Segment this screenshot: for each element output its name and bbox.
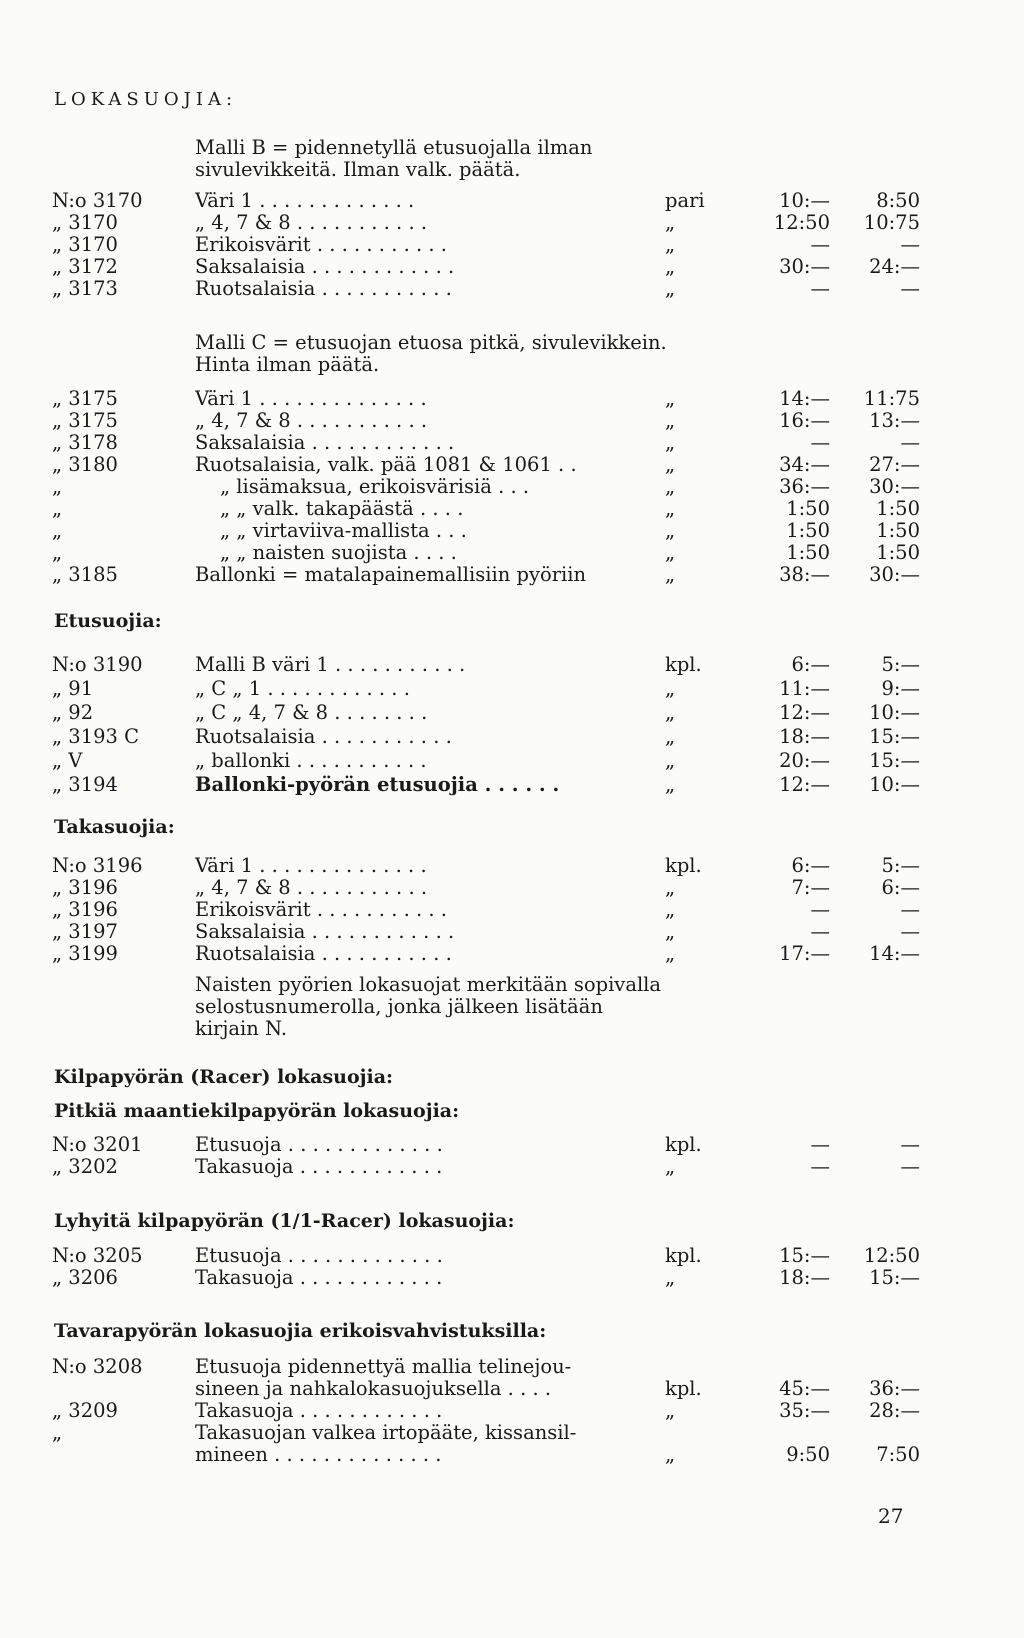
row-price-1: 11:— <box>779 677 830 700</box>
row-unit: „ <box>665 677 676 700</box>
row-desc: „ „ virtaviiva-mallista . . . <box>220 520 467 542</box>
row-code: „ 3209 <box>52 1399 118 1422</box>
row-desc: „ C „ 4, 7 & 8 . . . . . . . . <box>195 702 428 724</box>
row-code: „ 92 <box>52 701 94 724</box>
row-code: „ 3173 <box>52 277 118 300</box>
row-code: „ 3199 <box>52 942 118 965</box>
row-desc: Ruotsalaisia, valk. pää 1081 & 1061 . . <box>195 454 577 476</box>
row-desc: Väri 1 . . . . . . . . . . . . . . <box>195 388 427 410</box>
row-price-1: 1:50 <box>786 541 830 564</box>
row-code: „ 3202 <box>52 1155 118 1178</box>
row-price-2: 1:50 <box>876 497 920 520</box>
row-code: „ 3194 <box>52 773 118 796</box>
row-code: N:o 3208 <box>52 1355 143 1378</box>
row-unit: „ <box>665 898 676 921</box>
row-unit: kpl. <box>665 653 702 676</box>
row-desc: Takasuoja . . . . . . . . . . . . <box>195 1267 443 1289</box>
page-title: LOKASUOJIA: <box>54 89 238 110</box>
row-unit: „ <box>665 233 676 256</box>
row-unit: kpl. <box>665 1133 702 1156</box>
row-desc: Ballonki-pyörän etusuojia . . . . . . <box>195 774 560 796</box>
row-code: „ 3175 <box>52 409 118 432</box>
row-price-2: 28:— <box>869 1399 920 1422</box>
row-desc: Saksalaisia . . . . . . . . . . . . <box>195 432 455 454</box>
row-price-2: 10:— <box>869 773 920 796</box>
section-note: Malli C = etusuojan etuosa pitkä, sivulevikkein. Hinta ilman päätä. <box>195 331 667 376</box>
row-price-1: 34:— <box>779 453 830 476</box>
row-code: „ 3170 <box>52 211 118 234</box>
row-price-2: 24:— <box>869 255 920 278</box>
row-price-1: — <box>810 1133 830 1156</box>
section-heading: Etusuojia: <box>54 610 162 632</box>
row-price-1: 12:— <box>779 701 830 724</box>
row-price-2: 9:— <box>881 677 920 700</box>
row-desc: „ 4, 7 & 8 . . . . . . . . . . . <box>195 877 428 899</box>
row-unit: „ <box>665 701 676 724</box>
row-unit: kpl. <box>665 1244 702 1267</box>
section-heading: Tavarapyörän lokasuojia erikoisvahvistuksilla: <box>54 1320 547 1342</box>
row-price-1: 18:— <box>779 1266 830 1289</box>
row-desc: Etusuoja . . . . . . . . . . . . . <box>195 1245 443 1267</box>
row-unit: „ <box>665 453 676 476</box>
row-unit: „ <box>665 211 676 234</box>
row-unit: „ <box>665 497 676 520</box>
row-code: „ 3206 <box>52 1266 118 1289</box>
row-code: „ 3196 <box>52 898 118 921</box>
section-note: Malli B = pidennetyllä etusuojalla ilman sivulevikkeitä. Ilman valk. päätä. <box>195 136 593 181</box>
row-price-1: — <box>810 1155 830 1178</box>
row-price-1: — <box>810 920 830 943</box>
row-price-1: 18:— <box>779 725 830 748</box>
row-desc: Erikoisvärit . . . . . . . . . . . <box>195 234 447 256</box>
row-price-2: — <box>900 898 920 921</box>
row-unit: „ <box>665 920 676 943</box>
row-unit: „ <box>665 1266 676 1289</box>
section-subheading: Pitkiä maantiekilpapyörän lokasuojia: <box>54 1100 460 1122</box>
row-price-2: 30:— <box>869 475 920 498</box>
row-price-1: 36:— <box>779 475 830 498</box>
row-code: „ 3172 <box>52 255 118 278</box>
row-desc: „ 4, 7 & 8 . . . . . . . . . . . <box>195 212 428 234</box>
row-unit: „ <box>665 942 676 965</box>
row-unit: „ <box>665 563 676 586</box>
row-desc: „ C „ 1 . . . . . . . . . . . . <box>195 678 410 700</box>
row-price-1: 1:50 <box>786 519 830 542</box>
row-unit: „ <box>665 876 676 899</box>
row-desc: Malli B väri 1 . . . . . . . . . . . <box>195 654 466 676</box>
row-code: N:o 3190 <box>52 653 143 676</box>
row-unit: „ <box>665 387 676 410</box>
row-unit: „ <box>665 475 676 498</box>
row-unit: „ <box>665 1399 676 1422</box>
row-code: „ <box>52 1421 63 1444</box>
row-desc: „ 4, 7 & 8 . . . . . . . . . . . <box>195 410 428 432</box>
row-price-2: 10:75 <box>863 211 920 234</box>
row-price-2: — <box>900 920 920 943</box>
row-code: N:o 3201 <box>52 1133 143 1156</box>
row-price-2: 5:— <box>881 854 920 877</box>
row-unit: kpl. <box>665 1377 702 1400</box>
row-desc: Väri 1 . . . . . . . . . . . . . <box>195 190 415 212</box>
row-price-1: 38:— <box>779 563 830 586</box>
row-price-2: 8:50 <box>876 189 920 212</box>
row-code: „ 91 <box>52 677 94 700</box>
row-price-2: 1:50 <box>876 519 920 542</box>
row-unit: „ <box>665 749 676 772</box>
row-price-1: 16:— <box>779 409 830 432</box>
row-unit: „ <box>665 519 676 542</box>
row-price-2: 14:— <box>869 942 920 965</box>
row-desc: Etusuoja pidennettyä mallia telinejou- <box>195 1356 572 1378</box>
section-heading: Kilpapyörän (Racer) lokasuojia: <box>54 1066 394 1088</box>
note-paragraph: Naisten pyörien lokasuojat merkitään sopivalla selostusnumerolla, jonka jälkeen lisätään kirjain N. <box>195 973 662 1040</box>
row-code: „ 3185 <box>52 563 118 586</box>
row-price-2: — <box>900 233 920 256</box>
section-heading: Lyhyitä kilpapyörän (1/1-Racer) lokasuojia: <box>54 1210 515 1232</box>
row-price-1: 14:— <box>779 387 830 410</box>
row-price-2: 30:— <box>869 563 920 586</box>
row-unit: „ <box>665 541 676 564</box>
row-price-2: 15:— <box>869 725 920 748</box>
row-desc: Väri 1 . . . . . . . . . . . . . . <box>195 855 427 877</box>
row-price-2: — <box>900 1155 920 1178</box>
row-price-1: 12:— <box>779 773 830 796</box>
row-code: „ 3180 <box>52 453 118 476</box>
row-desc: „ lisämaksua, erikoisvärisiä . . . <box>220 476 530 498</box>
row-price-1: 35:— <box>779 1399 830 1422</box>
row-code: N:o 3196 <box>52 854 143 877</box>
row-price-1: 15:— <box>779 1244 830 1267</box>
row-desc: sineen ja nahkalokasuojuksella . . . . <box>195 1378 552 1400</box>
row-unit: „ <box>665 1155 676 1178</box>
row-desc: Ruotsalaisia . . . . . . . . . . . <box>195 726 452 748</box>
row-price-2: 36:— <box>869 1377 920 1400</box>
row-price-2: 1:50 <box>876 541 920 564</box>
row-price-1: — <box>810 431 830 454</box>
row-desc: Saksalaisia . . . . . . . . . . . . <box>195 256 455 278</box>
row-price-2: — <box>900 431 920 454</box>
row-code: „ 3178 <box>52 431 118 454</box>
row-price-2: — <box>900 1133 920 1156</box>
row-desc: „ „ valk. takapäästä . . . . <box>220 498 464 520</box>
row-price-1: 9:50 <box>786 1443 830 1466</box>
section-heading: Takasuojia: <box>54 816 175 838</box>
row-price-1: 1:50 <box>786 497 830 520</box>
row-code: „ 3193 C <box>52 725 140 748</box>
row-price-2: 12:50 <box>863 1244 920 1267</box>
row-price-1: 6:— <box>791 854 830 877</box>
row-code: „ 3175 <box>52 387 118 410</box>
row-price-1: 6:— <box>791 653 830 676</box>
row-desc: Takasuoja . . . . . . . . . . . . <box>195 1400 443 1422</box>
row-price-2: 15:— <box>869 1266 920 1289</box>
row-price-1: — <box>810 233 830 256</box>
row-price-2: 15:— <box>869 749 920 772</box>
row-price-2: 27:— <box>869 453 920 476</box>
row-unit: „ <box>665 409 676 432</box>
row-code: „ <box>52 541 63 564</box>
row-desc: Erikoisvärit . . . . . . . . . . . <box>195 899 447 921</box>
row-price-2: 13:— <box>869 409 920 432</box>
row-desc: Ruotsalaisia . . . . . . . . . . . <box>195 943 452 965</box>
row-code: „ <box>52 475 63 498</box>
row-code: „ 3170 <box>52 233 118 256</box>
row-code: „ V <box>52 749 83 772</box>
row-unit: „ <box>665 277 676 300</box>
row-code: „ 3197 <box>52 920 118 943</box>
row-price-2: 7:50 <box>876 1443 920 1466</box>
row-unit: „ <box>665 431 676 454</box>
row-code: N:o 3170 <box>52 189 143 212</box>
row-code: N:o 3205 <box>52 1244 143 1267</box>
row-unit: pari <box>665 189 705 212</box>
row-price-1: 7:— <box>791 876 830 899</box>
page-number: 27 <box>878 1504 904 1528</box>
row-code: „ <box>52 497 63 520</box>
row-price-2: 11:75 <box>863 387 920 410</box>
row-price-1: 30:— <box>779 255 830 278</box>
row-desc: Etusuoja . . . . . . . . . . . . . <box>195 1134 443 1156</box>
row-desc: Saksalaisia . . . . . . . . . . . . <box>195 921 455 943</box>
row-unit: „ <box>665 255 676 278</box>
row-desc: Ruotsalaisia . . . . . . . . . . . <box>195 278 452 300</box>
row-desc: mineen . . . . . . . . . . . . . . <box>195 1444 442 1466</box>
row-price-2: 5:— <box>881 653 920 676</box>
row-price-1: 17:— <box>779 942 830 965</box>
row-price-1: — <box>810 277 830 300</box>
row-desc: „ „ naisten suojista . . . . <box>220 542 457 564</box>
row-desc: Takasuojan valkea irtopääte, kissansil- <box>195 1422 577 1444</box>
row-price-2: — <box>900 277 920 300</box>
row-price-1: 45:— <box>779 1377 830 1400</box>
row-desc: Ballonki = matalapainemallisiin pyöriin <box>195 564 587 586</box>
row-price-1: 20:— <box>779 749 830 772</box>
row-price-1: 10:— <box>779 189 830 212</box>
row-unit: „ <box>665 725 676 748</box>
row-code: „ <box>52 519 63 542</box>
row-price-2: 10:— <box>869 701 920 724</box>
row-price-1: — <box>810 898 830 921</box>
row-desc: Takasuoja . . . . . . . . . . . . <box>195 1156 443 1178</box>
row-unit: „ <box>665 773 676 796</box>
row-price-2: 6:— <box>881 876 920 899</box>
row-unit: kpl. <box>665 854 702 877</box>
row-price-1: 12:50 <box>773 211 830 234</box>
row-code: „ 3196 <box>52 876 118 899</box>
row-desc: „ ballonki . . . . . . . . . . . <box>195 750 427 772</box>
row-unit: „ <box>665 1443 676 1466</box>
